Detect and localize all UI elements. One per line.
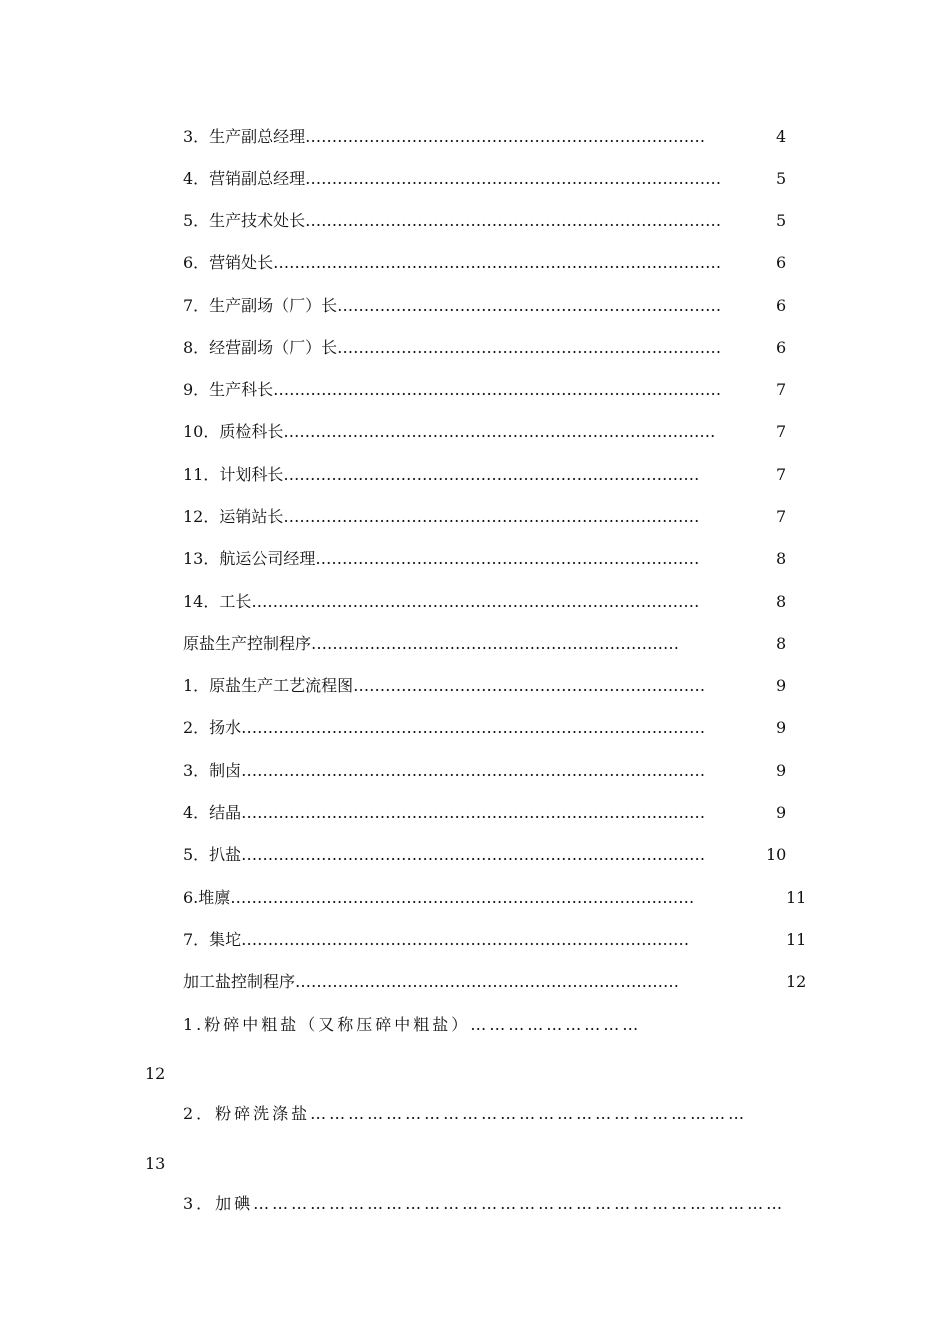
toc-page-number: 6 bbox=[776, 338, 787, 357]
toc-entry-text: 6．营销处长………………………………………………………………………… bbox=[183, 253, 722, 272]
toc-entry-text: 5．扒盐…………………………………………………………………………… bbox=[183, 845, 706, 864]
toc-entry-text: 7．生产副场（厂）长……………………………………………………………… bbox=[183, 296, 722, 315]
toc-entry-text: 14．工长………………………………………………………………………… bbox=[183, 592, 700, 611]
toc-page-number: 8 bbox=[776, 592, 787, 611]
toc-page-number: 7 bbox=[776, 380, 787, 399]
toc-entry-text: 加工盐控制程序……………………………………………………………… bbox=[183, 972, 680, 991]
toc-entry-text: 3．加碘………………………………………………………………………… bbox=[183, 1194, 786, 1213]
toc-entry-text: 10．质检科长……………………………………………………………………… bbox=[183, 422, 716, 441]
toc-entry-text: 7．集坨………………………………………………………………………… bbox=[183, 930, 690, 949]
toc-entry-text: 3．生产副总经理………………………………………………………………… bbox=[183, 127, 706, 146]
toc-entry-text: 原盐生产控制程序…………………………………………………………… bbox=[183, 634, 680, 653]
toc-page-number: 9 bbox=[776, 718, 787, 737]
toc-page-number: 8 bbox=[776, 634, 787, 653]
toc-page-number: 9 bbox=[776, 803, 787, 822]
toc-page-number: 11 bbox=[786, 930, 807, 949]
toc-page-number: 5 bbox=[776, 211, 787, 230]
toc-page-number-wrapped: 13 bbox=[145, 1154, 166, 1173]
toc-entry-text: 2．粉碎洗涤盐…………………………………………………………… bbox=[183, 1104, 748, 1123]
toc-page-number: 7 bbox=[776, 507, 787, 526]
toc-page-number-wrapped: 12 bbox=[145, 1064, 166, 1083]
toc-entry-text: 1.粉碎中粗盐（又称压碎中粗盐）……………………… bbox=[183, 1015, 642, 1034]
toc-entry-text: 8．经营副场（厂）长……………………………………………………………… bbox=[183, 338, 722, 357]
toc-entry-text: 4．结晶…………………………………………………………………………… bbox=[183, 803, 706, 822]
toc-entry-text: 2．扬水…………………………………………………………………………… bbox=[183, 718, 706, 737]
toc-page-number: 7 bbox=[776, 422, 787, 441]
toc-entry-text: 12．运销站长…………………………………………………………………… bbox=[183, 507, 700, 526]
toc-page-number: 4 bbox=[776, 127, 787, 146]
toc-page-number: 12 bbox=[786, 972, 807, 991]
toc-page-number: 5 bbox=[776, 169, 787, 188]
toc-page-number: 7 bbox=[776, 465, 787, 484]
toc-entry-text: 11．计划科长…………………………………………………………………… bbox=[183, 465, 700, 484]
toc-entry-text: 6.堆廪…………………………………………………………………………… bbox=[183, 888, 695, 907]
toc-entry-text: 4．营销副总经理…………………………………………………………………… bbox=[183, 169, 722, 188]
toc-page-number: 11 bbox=[786, 888, 807, 907]
toc-page-number: 6 bbox=[776, 296, 787, 315]
toc-entry-text: 3．制卤…………………………………………………………………………… bbox=[183, 761, 706, 780]
toc-page-number: 10 bbox=[766, 845, 787, 864]
toc-page-number: 9 bbox=[776, 761, 787, 780]
toc-page-number: 6 bbox=[776, 253, 787, 272]
toc-entry-text: 5．生产技术处长…………………………………………………………………… bbox=[183, 211, 722, 230]
toc-entry-text: 9．生产科长………………………………………………………………………… bbox=[183, 380, 722, 399]
toc-entry-text: 13．航运公司经理……………………………………………………………… bbox=[183, 549, 700, 568]
toc-entry-text: 1．原盐生产工艺流程图………………………………………………………… bbox=[183, 676, 706, 695]
toc-page-number: 8 bbox=[776, 549, 787, 568]
toc-page-number: 9 bbox=[776, 676, 787, 695]
